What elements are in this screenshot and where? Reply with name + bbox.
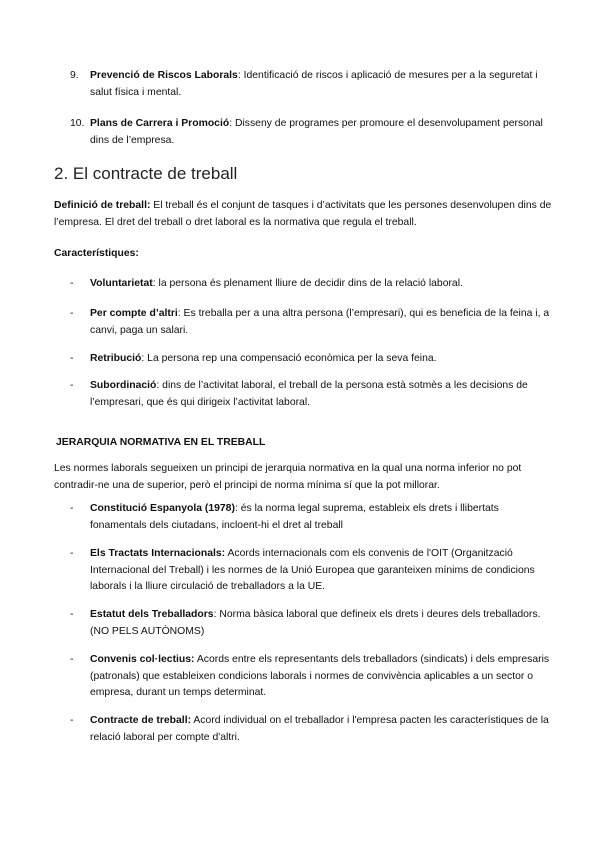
hierarchy-intro: Les normes laborals segueixen un principi de jerarquia normativa en la qual una norma inferior no pot contradir-ne una de superior, però el principi de norma mínima sí que la pot millorar. [54, 463, 522, 491]
item-term: Constitució Espanyola (1978) [90, 503, 235, 514]
dash-bullet: - [70, 503, 74, 514]
definition-term: Definició de treball: [54, 200, 151, 211]
definition-paragraph [54, 198, 554, 231]
item-description: : Es treballa per a una altra persona (l’empresari), qui es beneficia de la feina i, a canvi, paga un salari. [90, 308, 550, 336]
item-description: Acords entre els representants dels treballadors (sindicats) i dels empresaris (patronals) que estableixen condicions laborals i normes de convivència aplicables a un sector o empresa, durant un temps determinat. [90, 654, 550, 698]
item-term: Convenis col·lectius: [90, 654, 195, 665]
item-term: Estatut dels Treballadors [90, 609, 214, 620]
dash-bullet: - [70, 353, 74, 364]
list-item [70, 351, 550, 368]
item-description: : dins de l’activitat laboral, el treball de la persona està sotmès a les decisions de l’empresari, que és qui dirigeix l’activitat laboral. [90, 380, 528, 408]
item-term: Plans de Carrera i Promoció [90, 118, 230, 129]
item-description: : Identificació de riscos i aplicació de mesures per a la seguretat i salut física i mental. [90, 70, 538, 98]
list-item [70, 501, 550, 534]
item-term: Prevenció de Riscos Laborals [90, 70, 238, 81]
list-item [70, 116, 550, 149]
item-term: Per compte d’altri [90, 308, 178, 319]
item-description: Acords internacionals com els convenis de l'OIT (Organització Internacional del Treball) i les normes de la Unió Europea que garanteixen mínims de condicions laborals i la lliure circulació de treballadors a la UE. [90, 548, 535, 592]
item-term: Retribució [90, 353, 142, 364]
item-number: 9. [70, 70, 79, 81]
item-term: Voluntarietat [90, 278, 153, 289]
characteristics-heading: Característiques: [54, 248, 139, 259]
section-title: 2. El contracte de treball [54, 164, 238, 183]
list-item [70, 713, 550, 746]
item-number: 10. [70, 118, 85, 129]
dash-bullet: - [70, 654, 74, 665]
list-item [70, 546, 550, 596]
list-item [70, 306, 550, 339]
list-item [70, 68, 550, 101]
dash-bullet: - [70, 278, 74, 289]
item-term: Els Tractats Internacionals: [90, 548, 226, 559]
dash-bullet: - [70, 548, 74, 559]
list-item [70, 652, 550, 702]
list-item [70, 607, 550, 640]
dash-bullet: - [70, 380, 74, 391]
dash-bullet: - [70, 715, 74, 726]
hierarchy-heading: JERARQUIA NORMATIVA EN EL TREBALL [56, 437, 266, 448]
definition-text: El treball és el conjunt de tasques i d’activitats que les persones desenvolupen dins de l’empresa. El dret del treball o dret laboral es la normativa que regula el treball. [54, 200, 552, 228]
dash-bullet: - [70, 609, 74, 620]
item-description: : La persona rep una compensació econòmica per la seva feina. [141, 353, 437, 364]
item-term: Contracte de treball: [90, 715, 192, 726]
list-item [70, 276, 550, 293]
item-description: : és la norma legal suprema, estableix els drets i llibertats fonamentals dels ciutadans, incloent-hi el dret al treball [90, 503, 499, 531]
item-description: : la persona és plenament lliure de decidir dins de la relació laboral. [152, 278, 463, 289]
item-description: Acord individual on el treballador i l'empresa pacten les característiques de la relació laboral per compte d'altri. [90, 715, 549, 743]
list-item [70, 378, 550, 411]
item-term: Subordinació [90, 380, 157, 391]
dash-bullet: - [70, 308, 74, 319]
item-description: : Norma bàsica laboral que defineix els drets i deures dels treballadors. (NO PELS AUTÒNOMS) [90, 609, 541, 637]
item-description: : Disseny de programes per promoure el desenvolupament personal dins de l’empresa. [90, 118, 543, 146]
